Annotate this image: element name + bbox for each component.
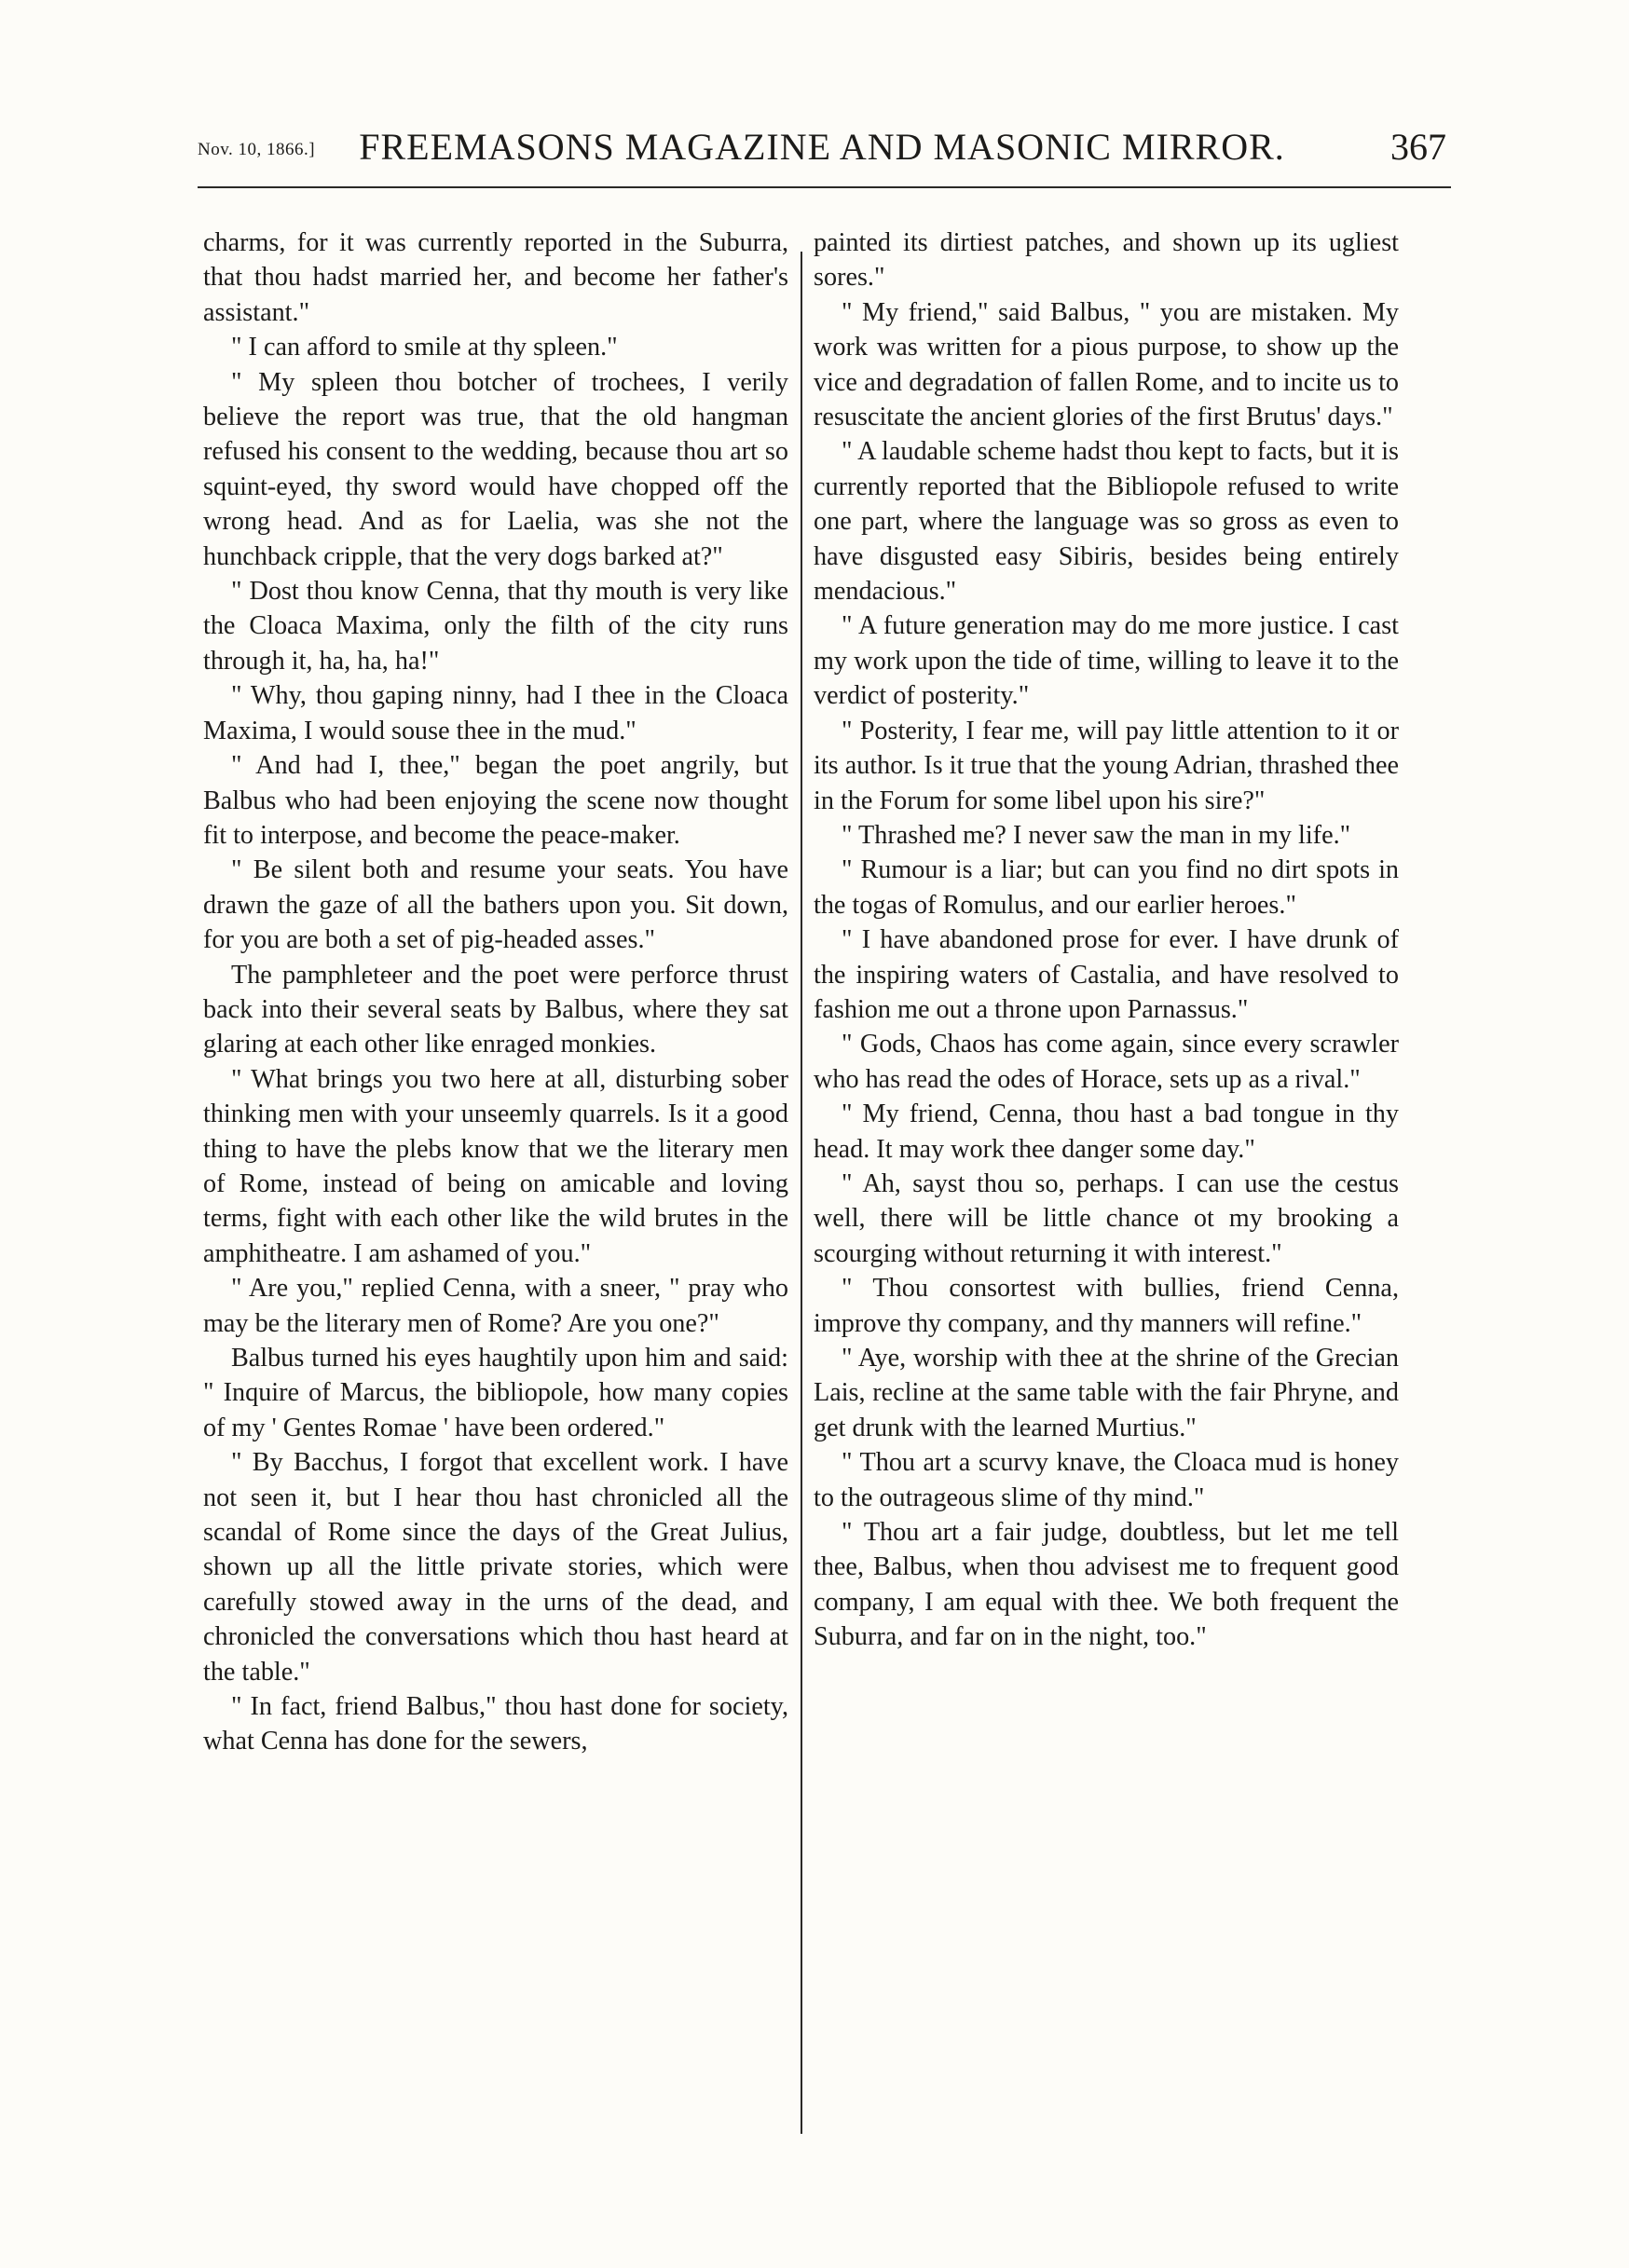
paragraph: " Gods, Chaos has come again, since every scrawler who has read the odes of Horace, sets up as a rival." bbox=[814, 1030, 1399, 1094]
paragraph: " My spleen thou botcher of trochees, I verily believe the report was true, that the old hangman refused his consent to the wedding, because thou art so squint-eyed, thy sword would have chopped off the wrong head. And as for Laelia, was she not the hunchback cripple, that the very dogs barked at?" bbox=[203, 367, 788, 571]
paragraph: " My friend," said Balbus, " you are mistaken. My work was written for a pious purpose, to show up the vice and degradation of fallen Rome, and to incite us to resuscitate the ancient glories of the first Brutus' days." bbox=[814, 297, 1399, 432]
issue-date: Nov. 10, 1866.] bbox=[198, 140, 316, 159]
header-rule bbox=[198, 186, 1451, 188]
running-header bbox=[198, 123, 1446, 179]
paragraph: Balbus turned his eyes haughtily upon him and said: " Inquire of Marcus, the bibliopole, how many copies of my ' Gentes Romae ' have been ordered." bbox=[203, 1344, 788, 1442]
paragraph: " Thou art a fair judge, doubtless, but let me tell thee, Balbus, when thou advisest me to frequent good company, I am equal with thee. We both frequent the Suburra, and far on in the night, too." bbox=[814, 1518, 1399, 1652]
paragraph: " Ah, sayst thou so, perhaps. I can use the cestus well, there will be little chance ot my brooking a scourging without returning it with interest." bbox=[814, 1168, 1399, 1268]
paragraph: " Thou art a scurvy knave, the Cloaca mud is honey to the outrageous slime of thy mind." bbox=[814, 1448, 1399, 1512]
page-number: 367 bbox=[1390, 126, 1446, 168]
paragraph: " Rumour is a liar; but can you find no dirt spots in the togas of Romulus, and our earlier heroes." bbox=[814, 855, 1399, 920]
paragraph: " Why, thou gaping ninny, had I thee in the Cloaca Maxima, I would souse thee in the mud." bbox=[203, 681, 788, 745]
paragraph: " By Bacchus, I forgot that excellent work. I have not seen it, but I hear thou hast chronicled all the scandal of Rome since the days of the Great Julius, shown up all the little private stories, which were carefully stowed away in the urns of the dead, and chronicled the conversations which thou hast heard at the table." bbox=[203, 1448, 788, 1687]
paragraph: " A future generation may do me more justice. I cast my work upon the tide of time, willing to leave it to the verdict of posterity." bbox=[814, 611, 1399, 711]
paragraph: " My friend, Cenna, thou hast a bad tongue in thy head. It may work thee danger some day." bbox=[814, 1100, 1399, 1164]
paragraph: " Dost thou know Cenna, that thy mouth is very like the Cloaca Maxima, only the filth of the city runs through it, ha, ha, ha!" bbox=[203, 577, 788, 676]
paragraph: " Be silent both and resume your seats. You have drawn the gaze of all the bathers upon you. Sit down, for you are both a set of pig-headed asses." bbox=[203, 855, 788, 955]
paragraph: " Posterity, I fear me, will pay little attention to it or its author. Is it true that the young Adrian, thrashed thee in the Forum for some libel upon his sire?" bbox=[814, 716, 1399, 815]
right-column bbox=[814, 225, 1399, 1655]
paragraph: charms, for it was currently reported in the Suburra, that thou hadst married her, and become her father's assistant." bbox=[203, 228, 788, 327]
paragraph: " What brings you two here at all, disturbing sober thinking men with your unseemly quarrels. Is it a good thing to have the plebs know that we the literary men of Rome, instead of being on amicable and loving terms, fight with each other like the wild brutes in the amphitheatre. I am ashamed of you." bbox=[203, 1064, 788, 1268]
paragraph: " Are you," replied Cenna, with a sneer, " pray who may be the literary men of Rome? Are you one?" bbox=[203, 1274, 788, 1338]
paragraph: " I can afford to smile at thy spleen." bbox=[231, 333, 618, 362]
paragraph: " Aye, worship with thee at the shrine of the Grecian Lais, recline at the same table with the fair Phryne, and get drunk with the learned Murtius." bbox=[814, 1344, 1399, 1442]
paragraph: " Thou consortest with bullies, friend Cenna, improve thy company, and thy manners will refine." bbox=[814, 1274, 1399, 1338]
paragraph: " A laudable scheme hadst thou kept to facts, but it is currently reported that the Bibliopole refused to write one part, where the language was so gross as even to have disgusted easy Sibiris, besides being entirely mendacious." bbox=[814, 437, 1399, 607]
paragraph: " And had I, thee," began the poet angrily, but Balbus who had been enjoying the scene now thought fit to interpose, and become the peace-maker. bbox=[203, 751, 788, 850]
publication-title: FREEMASONS MAGAZINE AND MASONIC MIRROR. bbox=[359, 126, 1285, 168]
paragraph: " Thrashed me? I never saw the man in my life." bbox=[842, 820, 1351, 850]
paragraph: " I have abandoned prose for ever. I have drunk of the inspiring waters of Castalia, and have resolved to fashion me out a throne upon Parnassus." bbox=[814, 925, 1399, 1024]
left-column bbox=[203, 225, 788, 1759]
paragraph: The pamphleteer and the poet were perforce thrust back into their several seats by Balbus, where they sat glaring at each other like enraged monkies. bbox=[203, 960, 788, 1059]
column-divider bbox=[801, 252, 802, 2134]
paragraph: " In fact, friend Balbus," thou hast done for society, what Cenna has done for the sewers, bbox=[203, 1692, 788, 1756]
paragraph: painted its dirtiest patches, and shown up its ugliest sores." bbox=[814, 228, 1399, 293]
